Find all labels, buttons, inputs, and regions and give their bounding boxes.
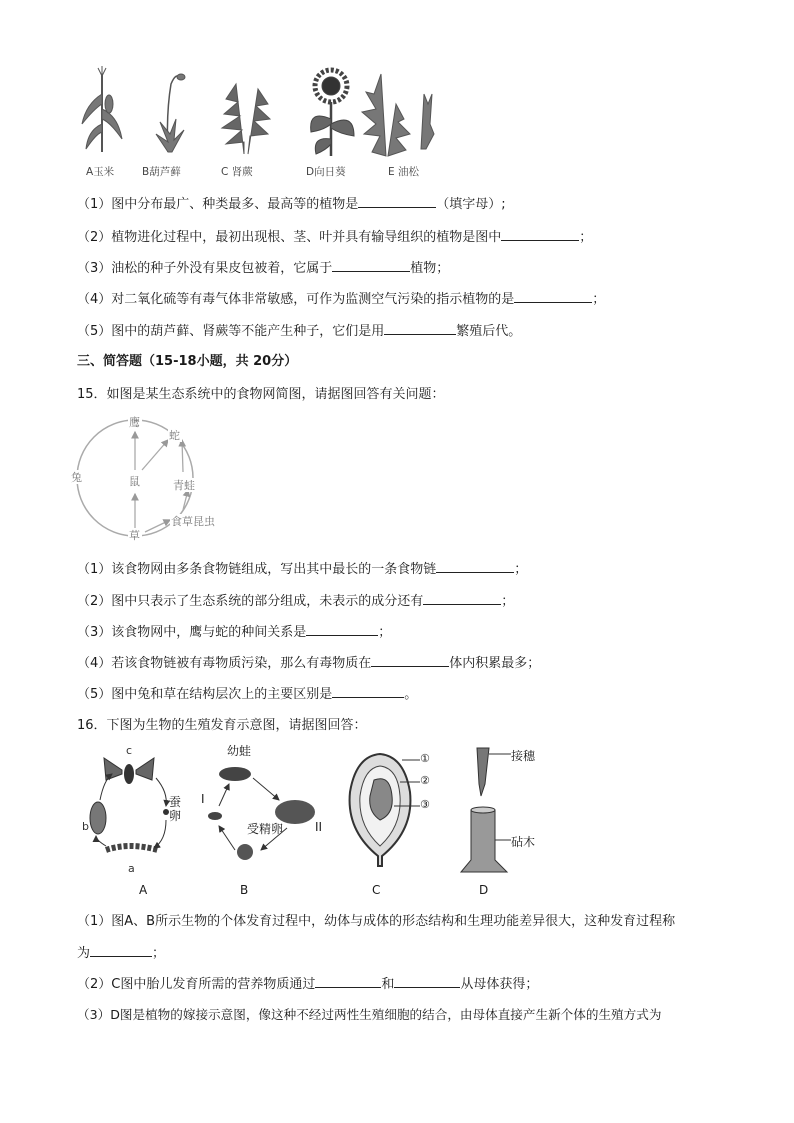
figure-d-grafting (455, 740, 555, 900)
label-part-3: ③ (420, 798, 430, 811)
web-snake: 蛇 (169, 429, 180, 442)
answer-blank[interactable] (501, 228, 579, 241)
q16-item-1-line-2: 为 ； (77, 946, 166, 961)
grafting-svg (455, 740, 555, 900)
answer-blank[interactable] (436, 560, 514, 573)
answer-blank[interactable] (315, 975, 381, 988)
label-c: c (126, 744, 133, 757)
label-part-1: ① (420, 752, 430, 765)
plant-figure (76, 64, 446, 182)
answer-blank[interactable] (90, 944, 152, 957)
answer-blank[interactable] (423, 592, 501, 605)
fern-illustration (222, 84, 270, 154)
q16-stem: 16．下图为生物的生殖发育示意图，请据图回答： (77, 718, 367, 733)
web-frog: 青蛙 (173, 479, 195, 492)
label-b: b (82, 820, 89, 833)
figure-c-fetus (340, 740, 440, 900)
pine-illustration (362, 74, 434, 156)
q14-item-5: （5）图中的葫芦藓、肾蕨等不能产生种子，它们是用 繁殖后代。 (77, 324, 522, 339)
corn-illustration (82, 66, 122, 152)
figure-a-caption: A (139, 883, 148, 897)
web-rabbit: 兔 (71, 471, 82, 484)
label-a: a (128, 862, 135, 875)
q15-item-3: （3）该食物网中，鹰与蛇的种间关系是 ； (77, 625, 392, 640)
web-eagle: 鹰 (129, 416, 140, 429)
label-scion: 接穗 (511, 749, 536, 763)
q15-item-4: （4）若该食物链被有毒物质污染，那么有毒物质在 体内积累最多； (77, 656, 541, 671)
q15-item-1: （1）该食物网由多条食物链组成，写出其中最长的一条食物链 ； (77, 562, 528, 577)
plant-caption-d: D向日葵 (306, 166, 346, 178)
q14-item-4: （4）对二氧化硫等有毒气体非常敏感，可作为监测空气污染的指示植物的是 ； (77, 292, 606, 307)
q14-item-3: （3）油松的种子外没有果皮包被着，它属于 植物； (77, 261, 450, 276)
moss-illustration (156, 74, 185, 152)
label-young-frog: 幼蛙 (227, 744, 252, 758)
q16-item-1-line-1: （1）图A、B所示生物的个体发育过程中，幼体与成体的形态结构和生理功能差异很大，这种发育过程称 (77, 914, 676, 929)
q14-item-2: （2）植物进化过程中，最初出现根、茎、叶并具有输导组织的植物是图中 ； (77, 230, 593, 245)
figure-d-caption: D (479, 883, 489, 897)
plant-caption-e: E 油松 (388, 166, 419, 178)
label-roman-one: I (201, 792, 205, 806)
answer-blank[interactable] (306, 623, 378, 636)
label-silkworm-egg: 蚕卵 (169, 795, 182, 823)
label-fertilized-egg: 受精卵 (247, 822, 284, 836)
figure-b-caption: B (240, 883, 249, 897)
web-mouse: 鼠 (129, 475, 140, 488)
q15-item-5: （5）图中兔和草在结构层次上的主要区别是 。 (77, 687, 418, 702)
web-insect: 食草昆虫 (171, 515, 215, 528)
figure-b-frog-cycle (195, 740, 330, 900)
plant-caption-b: B葫芦藓 (142, 166, 181, 178)
q15-stem: 15．如图是某生态系统中的食物网简图，请据图回答有关问题： (77, 387, 445, 402)
label-stock: 砧木 (511, 835, 536, 849)
answer-blank[interactable] (394, 975, 460, 988)
answer-blank[interactable] (514, 290, 592, 303)
answer-blank[interactable] (332, 685, 404, 698)
web-grass: 草 (129, 529, 140, 542)
label-part-2: ② (420, 774, 430, 787)
plant-caption-c: C 肾蕨 (221, 166, 253, 178)
figure-c-caption: C (372, 883, 381, 897)
label-roman-two: II (315, 820, 323, 834)
q14-item-1: （1）图中分布最广、种类最多、最高等的植物是 （填字母）; (77, 197, 506, 212)
answer-blank[interactable] (332, 259, 410, 272)
food-web-diagram (70, 410, 230, 545)
q16-item-3: （3）D图是植物的嫁接示意图，像这种不经过两性生殖细胞的结合，由母体直接产生新个体的生殖方式为 (77, 1007, 662, 1022)
q15-item-2: （2）图中只表示了生态系统的部分组成，未表示的成分还有 ； (77, 594, 515, 609)
answer-blank[interactable] (384, 322, 456, 335)
answer-blank[interactable] (371, 654, 449, 667)
q16-item-2: （2）C图中胎儿发育所需的营养物质通过 和 从母体获得； (77, 977, 539, 992)
sunflower-illustration (311, 70, 354, 156)
plant-caption-a: A玉米 (86, 166, 115, 178)
answer-blank[interactable] (358, 195, 436, 208)
figure-a-silkworm-cycle (84, 740, 204, 900)
section-heading: 三、简答题（15-18小题，共 20分） (77, 354, 298, 369)
silkworm-cycle-svg (84, 740, 204, 900)
food-web-svg (70, 410, 230, 545)
